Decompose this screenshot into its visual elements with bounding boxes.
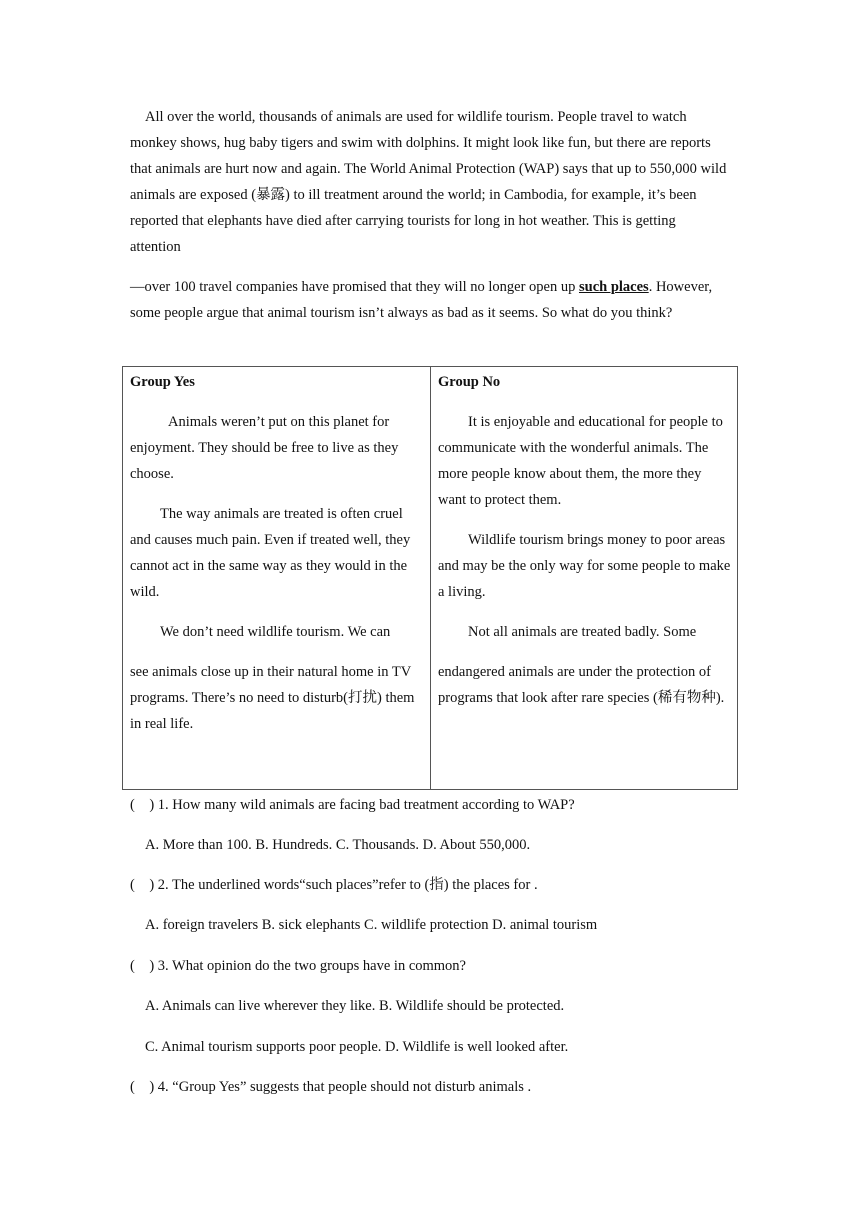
question-3-options-ab: A. Animals can live wherever they like. B. Wildlife should be protected.: [145, 998, 565, 1014]
group-yes-point-1: Animals weren’t put on this planet for enjoyment. They should be free to live as they choose.: [130, 414, 399, 482]
passage-paragraph-1: All over the world, thousands of animals are used for wildlife tourism. People travel to watch monkey shows, hug baby tigers and swim with dolphins. It might look like fun, but there are reports that animals are hurt now and again. The World Animal Protection (WAP) says that up to 550,000 wild animals are exposed (暴露) to ill treatment around the world; in Cambodia, for example, it’s been reported that elephants have died after carrying tourists for long in hot weather. This is getting attention: [130, 109, 727, 255]
passage-paragraph-2-end: . However, some people argue that animal tourism isn’t always as bad as it seems. So what do you think?: [130, 279, 713, 321]
group-yes-point-2: The way animals are treated is often cruel and causes much pain. Even if treated well, they cannot act in the same way as they would in the wild.: [130, 506, 411, 600]
group-yes-header: Group Yes: [130, 374, 195, 390]
question-1: ( ) 1. How many wild animals are facing bad treatment according to WAP?: [130, 797, 575, 813]
question-2-options: A. foreign travelers B. sick elephants C. wildlife protection D. animal tourism: [145, 917, 598, 933]
question-3: ( ) 3. What opinion do the two groups have in common?: [130, 958, 466, 974]
opinion-table: [122, 366, 738, 790]
group-no-point-1: It is enjoyable and educational for people to communicate with the wonderful animals. The more people know about them, the more they want to protect them.: [438, 414, 723, 508]
group-no-header: Group No: [438, 374, 501, 390]
question-4: ( ) 4. “Group Yes” suggests that people should not disturb animals .: [130, 1079, 532, 1095]
group-no-point-2: Wildlife tourism brings money to poor areas and may be the only way for some people to make a living.: [438, 532, 731, 600]
passage-paragraph-2-start: —over 100 travel companies have promised that they will no longer open up: [130, 279, 579, 295]
question-2: ( ) 2. The underlined words“such places”refer to (指) the places for .: [130, 877, 538, 893]
group-no-point-3-end: endangered animals are under the protection of programs that look after rare species (稀有物种).: [438, 664, 725, 706]
passage-paragraph-2: [130, 274, 730, 326]
table-column-divider: [430, 367, 431, 789]
group-yes-point-3-start: We don’t need wildlife tourism. We can: [160, 624, 391, 640]
group-yes-point-3-end: see animals close up in their natural home in TV programs. There’s no need to disturb(打扰) them in real life.: [130, 664, 415, 732]
group-no-point-3-start: Not all animals are treated badly. Some: [468, 624, 697, 640]
question-3-options-cd: C. Animal tourism supports poor people. D. Wildlife is well looked after.: [145, 1039, 569, 1055]
question-1-options: A. More than 100. B. Hundreds. C. Thousands. D. About 550,000.: [145, 837, 531, 853]
underlined-such-places: such places: [578, 279, 649, 295]
